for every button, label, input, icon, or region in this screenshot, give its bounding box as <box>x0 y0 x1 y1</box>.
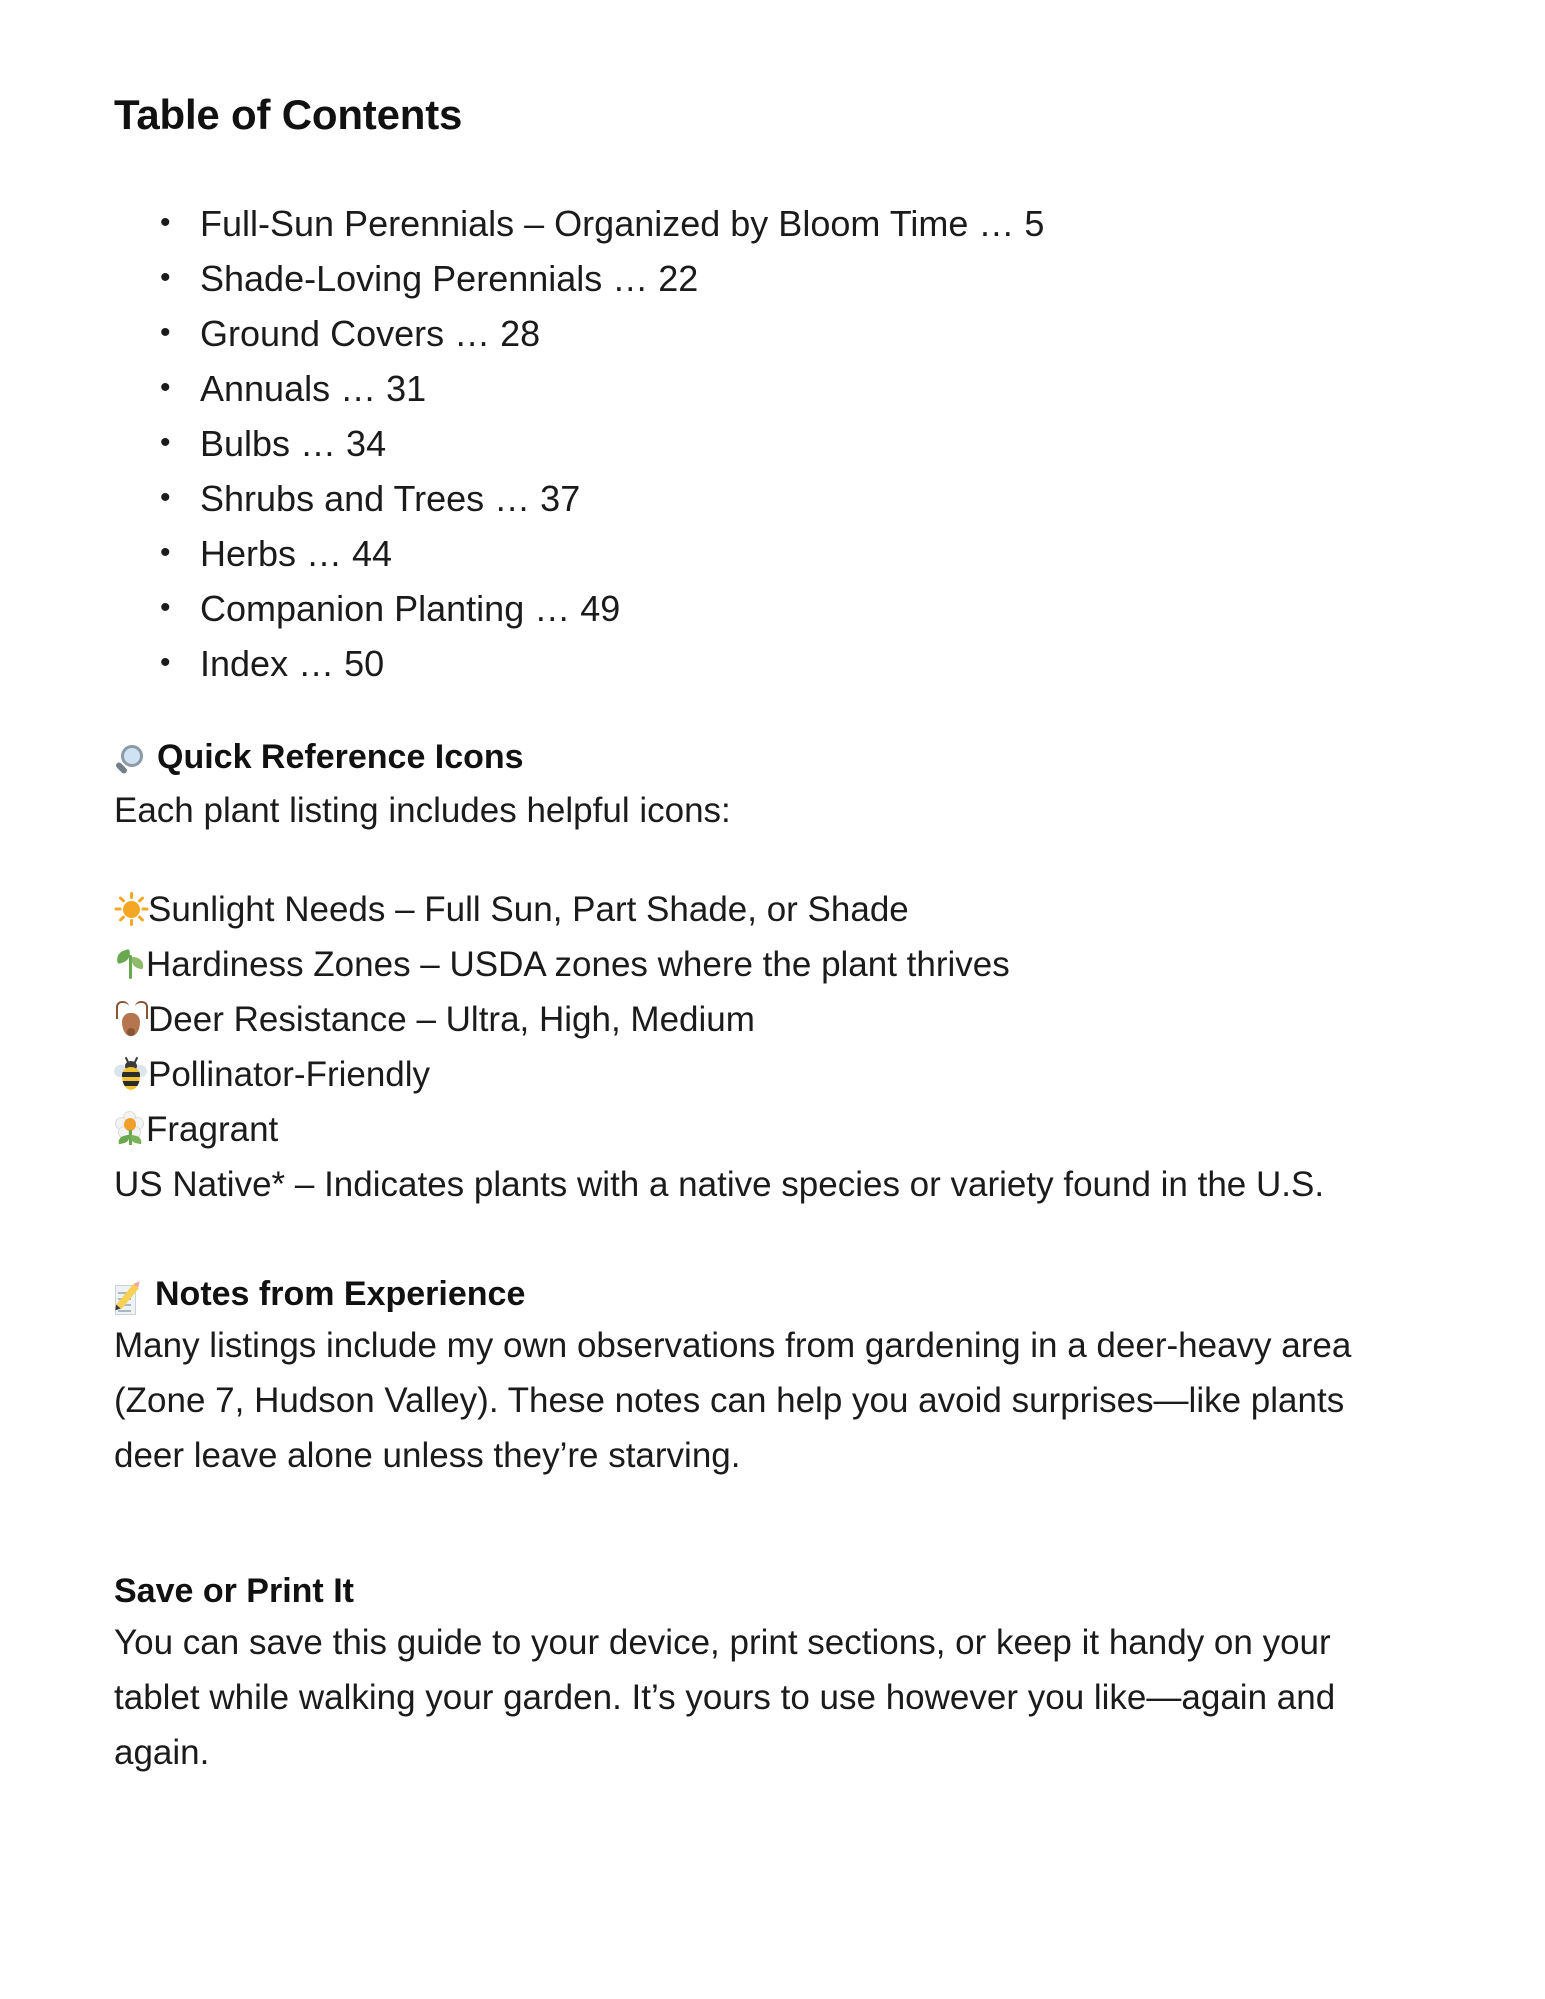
quick-reference-intro: Each plant listing includes helpful icons: <box>114 791 731 831</box>
bee-icon <box>114 1057 148 1091</box>
toc-entry[interactable]: • Annuals … 31 <box>150 361 1435 416</box>
quick-reference-heading-label: Quick Reference Icons <box>157 738 524 777</box>
save-print-body: You can save this guide to your device, print sections, or keep it handy on your tablet while walking your garden. It’s yours to use however you like—again and again. <box>114 1623 1336 1773</box>
legend-label-pollinator: Pollinator-Friendly <box>148 1055 431 1095</box>
save-print-heading-label: Save or Print It <box>114 1572 354 1611</box>
toc-entry[interactable]: • Shrubs and Trees … 37 <box>150 471 1435 526</box>
legend-native-note: US Native* – Indicates plants with a native species or variety found in the U.S. <box>114 1165 1325 1205</box>
notes-body: Many listings include my own observations from gardening in a deer-heavy area (Zone 7, Hudson Valley). These notes can help you avoid surprises—like plants deer leave alone unless they’re starving. <box>114 1326 1352 1476</box>
toc-entry[interactable]: • Ground Covers … 28 <box>150 306 1435 361</box>
save-print-body-block <box>114 1615 1435 1780</box>
flower-icon <box>114 1111 146 1147</box>
legend-row-hardiness <box>114 937 1435 992</box>
seedling-icon <box>114 947 146 981</box>
legend-row-sunlight <box>114 882 1435 937</box>
table-of-contents-list <box>114 196 1435 691</box>
memo-icon <box>114 1283 146 1317</box>
toc-entry[interactable]: • Companion Planting … 49 <box>150 581 1435 636</box>
deer-icon <box>114 1001 148 1037</box>
toc-entry[interactable]: • Shade-Loving Perennials … 22 <box>150 251 1435 306</box>
legend-label-deer: Deer Resistance – Ultra, High, Medium <box>148 1000 755 1040</box>
legend-row-fragrant <box>114 1102 1435 1157</box>
toc-entry[interactable]: • Bulbs … 34 <box>150 416 1435 471</box>
page-title: Table of Contents <box>114 91 463 138</box>
toc-entry[interactable]: • Herbs … 44 <box>150 526 1435 581</box>
legend-label-fragrant: Fragrant <box>146 1110 279 1150</box>
notes-heading-label: Notes from Experience <box>155 1275 526 1314</box>
legend-label-sunlight: Sunlight Needs – Full Sun, Part Shade, or Shade <box>148 890 909 930</box>
legend-row-pollinator <box>114 1047 1435 1102</box>
toc-entry[interactable]: • Full-Sun Perennials – Organized by Bloom Time … 5 <box>150 196 1435 251</box>
legend-row-deer <box>114 992 1435 1047</box>
save-print-heading <box>114 1569 1435 1615</box>
notes-heading <box>114 1272 1435 1318</box>
sun-icon <box>114 892 148 926</box>
icon-legend-list <box>114 882 1435 1212</box>
magnifier-icon <box>114 745 148 779</box>
toc-entry[interactable]: • Index … 50 <box>150 636 1435 691</box>
notes-body-block <box>114 1318 1435 1483</box>
quick-reference-heading <box>114 735 1435 781</box>
legend-label-hardiness: Hardiness Zones – USDA zones where the plant thrives <box>146 945 1010 985</box>
